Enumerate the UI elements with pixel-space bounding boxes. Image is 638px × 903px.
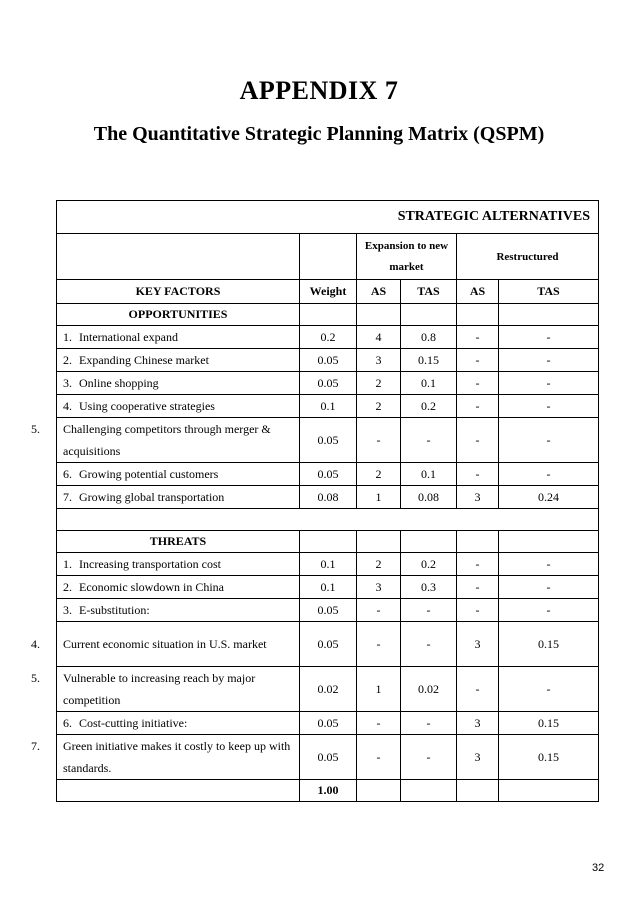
alt-expansion-header: Expansion to new market [357, 234, 457, 280]
as-restructured-cell: 3 [457, 735, 499, 780]
tas-restructured-cell: - [499, 349, 599, 372]
qspm-table-body [31, 201, 599, 802]
table-row [57, 349, 599, 372]
col-tas-2: TAS [499, 280, 599, 304]
key-factor-cell [57, 576, 300, 599]
factor-text: Using cooperative strategies [79, 399, 215, 413]
key-factor-cell [57, 712, 300, 735]
tas-restructured-cell: - [499, 667, 599, 712]
table-row [57, 553, 599, 576]
tas-expansion-cell: 0.15 [401, 349, 457, 372]
factor-number: 5. [31, 422, 40, 436]
col-as-2: AS [457, 280, 499, 304]
as-restructured-cell: 3 [457, 622, 499, 667]
factor-number: 7. [31, 739, 40, 753]
col-weight: Weight [300, 280, 357, 304]
page-number: 32 [592, 862, 605, 874]
key-factor-cell [57, 599, 300, 622]
tas-restructured-cell: - [499, 463, 599, 486]
factor-number: 2. [63, 580, 72, 594]
tas-restructured-cell: 0.15 [499, 712, 599, 735]
tas-restructured-cell: 0.15 [499, 735, 599, 780]
empty-cell [499, 531, 599, 553]
spacer-row [57, 509, 599, 531]
tas-expansion-cell: 0.02 [401, 667, 457, 712]
factor-text: Growing global transportation [79, 490, 225, 504]
weight-cell: 0.1 [300, 395, 357, 418]
table-row [57, 326, 599, 349]
as-expansion-cell: - [357, 418, 401, 463]
tas-expansion-cell: 0.3 [401, 576, 457, 599]
factor-number: 4. [31, 637, 40, 651]
weight-cell: 0.2 [300, 326, 357, 349]
weight-cell: 0.05 [300, 599, 357, 622]
key-factor-cell [57, 326, 300, 349]
weight-cell: 0.02 [300, 667, 357, 712]
as-restructured-cell: - [457, 576, 499, 599]
page-subtitle: The Quantitative Strategic Planning Matrix (QSPM) [93, 123, 545, 145]
table-row [57, 395, 599, 418]
factor-number: 6. [63, 467, 72, 481]
tas-expansion-cell: 0.1 [401, 372, 457, 395]
as-expansion-cell: - [357, 622, 401, 667]
factor-text: Increasing transportation cost [79, 557, 221, 571]
empty-cell [300, 531, 357, 553]
factor-text: Expanding Chinese market [79, 353, 209, 367]
tas-restructured-cell: 0.24 [499, 486, 599, 509]
qspm-table [31, 200, 599, 802]
as-expansion-cell: 4 [357, 326, 401, 349]
factor-number: 7. [63, 490, 72, 504]
empty-cell [401, 780, 457, 802]
as-restructured-cell: - [457, 372, 499, 395]
table-row [57, 463, 599, 486]
as-expansion-cell: 3 [357, 576, 401, 599]
as-restructured-cell: - [457, 599, 499, 622]
table-row [57, 486, 599, 509]
tas-expansion-cell: 0.2 [401, 395, 457, 418]
tas-expansion-cell: 0.08 [401, 486, 457, 509]
weight-cell: 0.1 [300, 553, 357, 576]
as-restructured-cell: - [457, 418, 499, 463]
strategic-alternatives-header: STRATEGIC ALTERNATIVES [57, 201, 599, 234]
table-row [57, 712, 599, 735]
as-restructured-cell: 3 [457, 712, 499, 735]
as-expansion-cell: 2 [357, 372, 401, 395]
empty-cell [499, 780, 599, 802]
threats-section-row [57, 531, 599, 553]
as-restructured-cell: - [457, 463, 499, 486]
tas-expansion-cell: 0.2 [401, 553, 457, 576]
as-restructured-cell: - [457, 395, 499, 418]
as-expansion-cell: 2 [357, 463, 401, 486]
tas-restructured-cell: - [499, 395, 599, 418]
key-factor-cell [57, 463, 300, 486]
opportunities-section-row [57, 304, 599, 326]
table-row [57, 576, 599, 599]
factor-number: 4. [63, 399, 72, 413]
total-row [57, 780, 599, 802]
tas-restructured-cell: - [499, 326, 599, 349]
tas-expansion-cell: - [401, 418, 457, 463]
table-row [57, 372, 599, 395]
as-expansion-cell: 2 [357, 395, 401, 418]
key-factor-cell [31, 667, 300, 712]
col-key-factors: KEY FACTORS [57, 280, 300, 304]
key-factor-cell [57, 349, 300, 372]
factor-text: International expand [79, 330, 178, 344]
tas-expansion-cell: - [401, 712, 457, 735]
weight-cell: 0.1 [300, 576, 357, 599]
total-weight: 1.00 [300, 780, 357, 802]
as-expansion-cell: - [357, 712, 401, 735]
key-factor-cell [31, 735, 300, 780]
empty-cell [499, 304, 599, 326]
empty-cell [457, 531, 499, 553]
table-row [57, 599, 599, 622]
tas-expansion-cell: 0.1 [401, 463, 457, 486]
tas-expansion-cell: - [401, 599, 457, 622]
empty-cell [57, 234, 300, 280]
tas-restructured-cell: - [499, 553, 599, 576]
tas-expansion-cell: 0.8 [401, 326, 457, 349]
weight-cell: 0.05 [300, 463, 357, 486]
weight-cell: 0.05 [300, 712, 357, 735]
weight-cell: 0.05 [300, 418, 357, 463]
page-title: APPENDIX 7 [239, 76, 399, 105]
tas-restructured-cell: - [499, 372, 599, 395]
empty-cell [401, 304, 457, 326]
factor-text: Online shopping [79, 376, 159, 390]
empty-cell [457, 780, 499, 802]
tas-expansion-cell: - [401, 735, 457, 780]
empty-cell [57, 780, 300, 802]
factor-number: 1. [63, 557, 72, 571]
key-factor-cell [57, 486, 300, 509]
key-factor-cell [31, 622, 300, 667]
as-restructured-cell: - [457, 667, 499, 712]
strategic-alternatives-row [57, 201, 599, 234]
weight-cell: 0.08 [300, 486, 357, 509]
alternatives-row [57, 234, 599, 280]
factor-text: Vulnerable to increasing reach by major competition [63, 671, 256, 707]
empty-cell [401, 531, 457, 553]
empty-cell [357, 780, 401, 802]
alt-restructured-header: Restructured [457, 234, 599, 280]
empty-cell [457, 304, 499, 326]
empty-cell [357, 304, 401, 326]
table-row [57, 667, 599, 712]
factor-text: Economic slowdown in China [79, 580, 224, 594]
factor-text: E-substitution: [79, 603, 150, 617]
factor-number: 1. [63, 330, 72, 344]
tas-expansion-cell: - [401, 622, 457, 667]
as-restructured-cell: - [457, 326, 499, 349]
as-expansion-cell: 1 [357, 667, 401, 712]
weight-cell: 0.05 [300, 372, 357, 395]
empty-cell [57, 509, 599, 531]
tas-restructured-cell: - [499, 418, 599, 463]
as-expansion-cell: 3 [357, 349, 401, 372]
key-factor-cell [57, 372, 300, 395]
as-expansion-cell: - [357, 599, 401, 622]
as-expansion-cell: 1 [357, 486, 401, 509]
factor-number: 2. [63, 353, 72, 367]
col-as-1: AS [357, 280, 401, 304]
tas-restructured-cell: - [499, 576, 599, 599]
as-restructured-cell: - [457, 553, 499, 576]
table-row [57, 735, 599, 780]
column-header-row [57, 280, 599, 304]
factor-number: 6. [63, 716, 72, 730]
key-factor-cell [57, 553, 300, 576]
key-factor-cell [31, 418, 300, 463]
empty-cell [300, 234, 357, 280]
col-tas-1: TAS [401, 280, 457, 304]
threats-label: THREATS [57, 531, 300, 553]
weight-cell: 0.05 [300, 349, 357, 372]
factor-number: 5. [31, 671, 40, 685]
as-expansion-cell: 2 [357, 553, 401, 576]
weight-cell: 0.05 [300, 735, 357, 780]
table-row [57, 622, 599, 667]
tas-restructured-cell: 0.15 [499, 622, 599, 667]
factor-text: Current economic situation in U.S. market [63, 637, 267, 651]
as-restructured-cell: - [457, 349, 499, 372]
tas-restructured-cell: - [499, 599, 599, 622]
weight-cell: 0.05 [300, 622, 357, 667]
factor-number: 3. [63, 376, 72, 390]
factor-text: Green initiative makes it costly to keep up with standards. [63, 739, 291, 775]
factor-text: Challenging competitors through merger & acquisitions [63, 422, 271, 458]
key-factor-cell [57, 395, 300, 418]
factor-text: Cost-cutting initiative: [79, 716, 188, 730]
factor-number: 3. [63, 603, 72, 617]
empty-cell [357, 531, 401, 553]
opportunities-label: OPPORTUNITIES [57, 304, 300, 326]
factor-text: Growing potential customers [79, 467, 219, 481]
empty-cell [300, 304, 357, 326]
as-restructured-cell: 3 [457, 486, 499, 509]
table-row [57, 418, 599, 463]
as-expansion-cell: - [357, 735, 401, 780]
